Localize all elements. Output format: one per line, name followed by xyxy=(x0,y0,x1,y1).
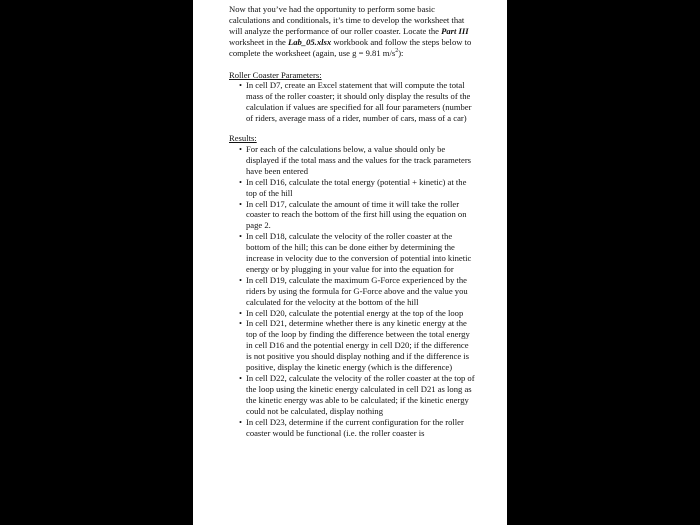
list-item xyxy=(229,318,475,373)
results-list xyxy=(229,144,475,438)
section-heading-results: Results: xyxy=(229,133,257,144)
list-item xyxy=(229,417,475,439)
bullet-icon: • xyxy=(239,373,243,383)
intro-text-2: worksheet in the xyxy=(229,36,288,47)
list-item-text: In cell D18, calculate the velocity of the roller coaster at the bottom of the hill; this can be done either by determining the increase in velocity due to the conversion of potential into kinetic energy or by plugging in your value for into the equation for xyxy=(246,231,472,274)
list-item-text: In cell D17, calculate the amount of time it will take the roller coaster to reach the bottom of the first hill using the equation on page 2. xyxy=(246,198,467,231)
parameters-list xyxy=(229,80,475,124)
document-content xyxy=(229,4,475,438)
workbook-name: Lab_05.xlsx xyxy=(287,36,332,47)
list-item xyxy=(229,199,475,232)
list-item xyxy=(229,144,475,177)
section-heading-parameters: Roller Coaster Parameters: xyxy=(229,69,322,80)
list-item xyxy=(229,177,475,199)
bullet-icon: • xyxy=(239,80,243,91)
superscript-2: 2 xyxy=(395,47,399,54)
section-results xyxy=(229,133,475,438)
intro-text-4: ): xyxy=(398,47,404,58)
list-item-text: In cell D7, create an Excel statement that will compute the total mass of the roller coaster; it should only display the results of the calculation if values are specified for all four parameters (number of riders, average mass of a rider, number of cars, mass of a car) xyxy=(246,80,472,124)
bullet-icon: • xyxy=(239,318,243,329)
list-item xyxy=(229,231,475,275)
bullet-icon: • xyxy=(239,231,243,242)
list-item xyxy=(229,308,475,319)
list-item-text: In cell D20, calculate the potential energy at the top of the loop xyxy=(246,307,464,318)
bullet-icon: • xyxy=(239,143,243,154)
list-item-text: In cell D16, calculate the total energy (potential + kinetic) at the top of the hill xyxy=(246,176,467,198)
list-item-text: In cell D21, determine whether there is any kinetic energy at the top of the loop by finding the difference between the total energy in cell D16 and the potential energy in cell D20; if the difference is not positive you should display nothing and if the difference is positive, display the kinetic energy (which is the difference) xyxy=(246,318,470,373)
document-page xyxy=(193,0,507,525)
list-item-text: In cell D23, determine if the current configuration for the roller coaster would be functional (i.e. the roller coaster is xyxy=(246,416,464,438)
intro-text-1: Now that you’ve had the opportunity to perform some basic calculations and conditionals, it’s time to develop the worksheet that will analyze the performance of our roller coaster. Locate the xyxy=(229,4,465,36)
list-item xyxy=(229,275,475,308)
bullet-icon: • xyxy=(239,416,243,427)
list-item-text: For each of the calculations below, a value should only be displayed if the total mass and the values for the track parameters have been entered xyxy=(246,143,472,176)
bullet-icon: • xyxy=(239,176,243,187)
worksheet-name: Part III xyxy=(441,25,469,36)
bullet-icon: • xyxy=(239,198,243,209)
list-item xyxy=(229,80,475,124)
list-item-text: In cell D19, calculate the maximum G-Force experienced by the riders by using the formula for G-Force above and the value you calculated for the velocity at the bottom of the hill xyxy=(246,274,468,307)
bullet-icon: • xyxy=(239,307,243,318)
list-item xyxy=(229,373,475,417)
list-item-text: In cell D22, calculate the velocity of the roller coaster at the top of the loop using the kinetic energy calculated in cell D21 as long as the kinetic energy was able to be calculated; if the kinetic energy could not be calculated, display nothing xyxy=(246,373,475,416)
section-parameters xyxy=(229,70,475,125)
bullet-icon: • xyxy=(239,274,243,285)
intro-paragraph xyxy=(229,4,475,59)
intro-text-3: workbook and follow the steps below to complete the worksheet (again, use g = 9.81 m/s xyxy=(229,36,472,58)
